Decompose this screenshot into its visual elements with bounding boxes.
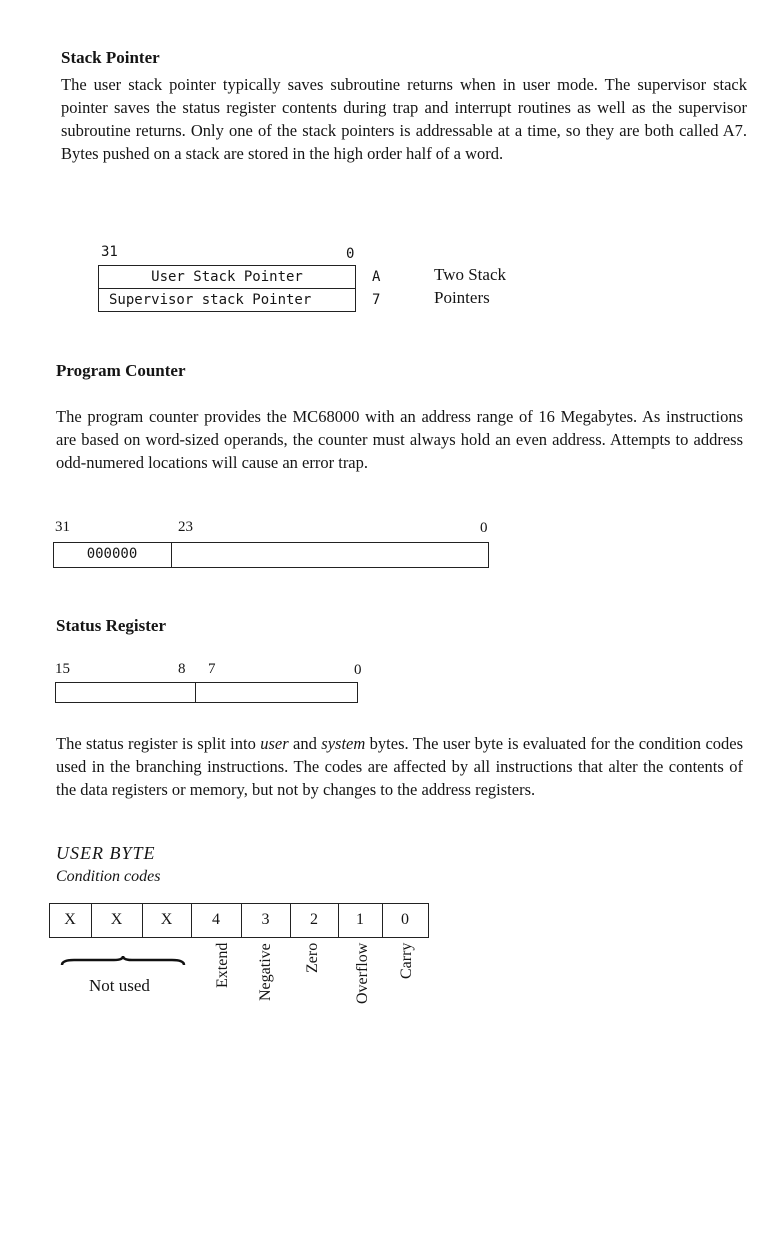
status-register-box (55, 682, 358, 703)
pc-divider (171, 542, 172, 568)
sr-bit-label-15: 15 (55, 661, 70, 677)
user-word: user (260, 734, 289, 753)
user-stack-pointer-box (98, 265, 356, 289)
pc-bit-label-31: 31 (55, 519, 70, 535)
flag-label-overflow: Overflow (354, 943, 371, 1005)
ccr-bit-cell: 1 (356, 911, 364, 928)
ccr-bit-cell: X (64, 911, 76, 928)
status-register-heading: Status Register (56, 616, 167, 635)
sr-text-part2: and (288, 734, 322, 753)
user-stack-pointer-label: User Stack Pointer (151, 269, 303, 285)
user-byte-title: USER BYTE (56, 843, 156, 863)
ccr-divider (428, 903, 429, 938)
pc-bit-label-0: 0 (480, 520, 488, 536)
flag-label-extend: Extend (214, 943, 231, 989)
flag-label-carry: Carry (398, 943, 415, 980)
sr-text-part3: bytes. The user byte is evaluated for the condition codes used in the branching instructions. The codes are affected by all instructions that alter the contents of the data registers or memory, but not by changes to the address registers. (56, 734, 744, 799)
stack-pointer-paragraph: The user stack pointer typically saves subroutine returns when in user mode. The supervisor stack pointer saves the status register contents during trap and interrupt routines as well as the supervisor subroutine returns. Only one of the stack pointers is addressable at a time, so they are both called A7. Bytes pushed on a stack are stored in the high order half of a word. (61, 75, 747, 163)
flag-label-negative: Negative (257, 943, 274, 1001)
not-used-brace (60, 955, 186, 969)
system-word: system (321, 734, 366, 753)
diagram-caption-line1: Two Stack (434, 265, 506, 284)
ccr-bit-cell: 2 (310, 911, 318, 928)
pc-upper-byte-value: 000000 (86, 546, 138, 562)
ccr-bit-cell: X (110, 911, 123, 928)
ccr-top-line (49, 903, 429, 904)
ccr-bit-cell: 0 (401, 911, 409, 928)
sr-bit-label-7: 7 (208, 661, 216, 677)
user-byte-subtitle: Condition codes (56, 868, 161, 885)
supervisor-stack-pointer-box (98, 288, 356, 312)
ccr-bottom-line (49, 937, 429, 938)
status-register-paragraph (56, 732, 743, 801)
sr-text-part1: The status register is split into (56, 734, 261, 753)
register-letter: A (372, 269, 381, 285)
diagram-caption-line2: Pointers (434, 288, 490, 307)
not-used-label: Not used (89, 976, 150, 995)
bit-label-0: 0 (346, 246, 355, 262)
ccr-bit-cell: 3 (261, 911, 270, 928)
program-counter-heading: Program Counter (56, 361, 186, 380)
register-number: 7 (372, 292, 381, 308)
ccr-bit-cell: 4 (212, 911, 220, 928)
pc-bit-label-23: 23 (178, 519, 193, 535)
sr-bit-label-8: 8 (178, 661, 186, 677)
sr-divider (195, 682, 196, 703)
flag-label-zero: Zero (304, 943, 321, 974)
sr-bit-label-0: 0 (354, 662, 362, 678)
ccr-bit-cell: X (160, 911, 173, 928)
supervisor-stack-pointer-label: Supervisor stack Pointer (109, 292, 312, 308)
stack-pointer-heading: Stack Pointer (61, 48, 160, 67)
bit-label-31: 31 (101, 244, 118, 260)
program-counter-paragraph: The program counter provides the MC68000 with an address range of 16 Megabytes. As instructions are based on word-sized operands, the counter must always hold an even address. Attempts to address odd-numered locations will cause an error trap. (56, 407, 743, 472)
